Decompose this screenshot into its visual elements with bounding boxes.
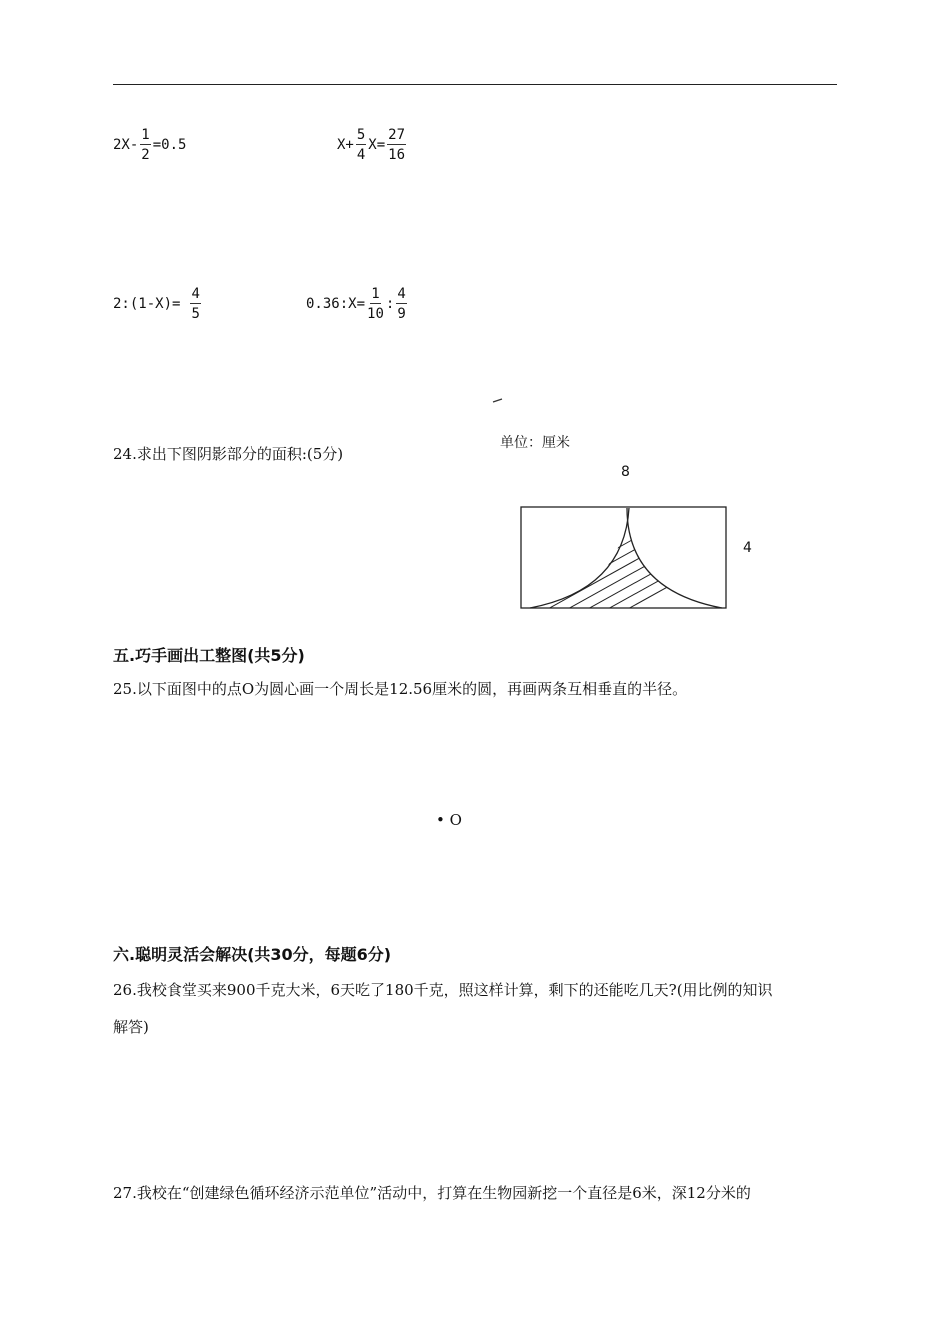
eq4-numerator-1: 1 — [371, 286, 380, 302]
question-24: 24.求出下图阴影部分的面积:(5分) — [113, 445, 344, 463]
eq4-fraction-1 — [367, 287, 384, 321]
section-5-heading: 五.巧手画出工整图(共5分) — [113, 646, 305, 665]
eq4-denominator-2: 9 — [397, 306, 406, 322]
eq4-mid: : — [385, 296, 395, 312]
eq2-pre: X+ — [337, 137, 354, 153]
eq4-numerator-2: 4 — [397, 286, 406, 302]
eq2-denominator-2: 16 — [388, 147, 406, 163]
center-point — [436, 811, 462, 829]
right-arc — [627, 508, 722, 608]
question-26-line-2: 解答) — [113, 1018, 149, 1036]
equation-3 — [113, 287, 203, 321]
equation-2 — [337, 128, 408, 162]
eq1-numerator: 1 — [141, 127, 150, 143]
equation-4 — [306, 287, 409, 321]
eq2-numerator-2: 27 — [388, 127, 406, 143]
left-arc — [530, 508, 629, 608]
point-label: O — [449, 811, 462, 829]
eq3-pre: 2:(1-X)= — [113, 296, 181, 312]
section-6-heading: 六.聪明灵活会解决(共30分，每题6分) — [113, 945, 392, 964]
eq3-denominator: 5 — [191, 306, 200, 322]
eq2-fraction-2 — [387, 128, 406, 162]
eq2-numerator-1: 5 — [356, 127, 366, 143]
rectangle-outline — [521, 507, 726, 608]
hatch-lines — [512, 500, 732, 615]
equation-1 — [113, 128, 186, 162]
eq1-post: =0.5 — [152, 137, 187, 153]
stray-mark — [492, 396, 504, 404]
eq1-denominator: 2 — [141, 147, 150, 163]
eq4-fraction-2 — [396, 287, 406, 321]
unit-label: 单位：厘米 — [500, 435, 570, 451]
point-dot: • — [436, 811, 445, 829]
eq2-mid: X= — [368, 137, 386, 153]
header-rule — [113, 84, 837, 85]
eq4-pre: 0.36:X= — [306, 296, 366, 312]
question-26-line-1: 26.我校食堂买来900千克大米，6天吃了180千克，照这样计算，剩下的还能吃几天?(用比例的知识 — [113, 981, 773, 999]
eq4-denominator-1: 10 — [367, 306, 384, 322]
question-27-line-1: 27.我校在“创建绿色循环经济示范单位”活动中，打算在生物园新挖一个直径是6米，深12分米的 — [113, 1184, 751, 1202]
shaded-area-figure — [512, 500, 732, 615]
eq3-numerator: 4 — [191, 286, 200, 302]
eq3-fraction — [190, 287, 200, 321]
figure-width-label: 8 — [621, 464, 630, 480]
question-25: 25.以下面图中的点O为圆心画一个周长是12.56厘米的圆，再画两条互相垂直的半径。 — [113, 680, 688, 698]
eq1-pre: 2X- — [113, 137, 139, 153]
eq2-fraction-1 — [356, 128, 366, 162]
eq1-fraction — [140, 128, 150, 162]
figure-height-label: 4 — [743, 540, 752, 556]
eq2-denominator-1: 4 — [356, 147, 366, 163]
